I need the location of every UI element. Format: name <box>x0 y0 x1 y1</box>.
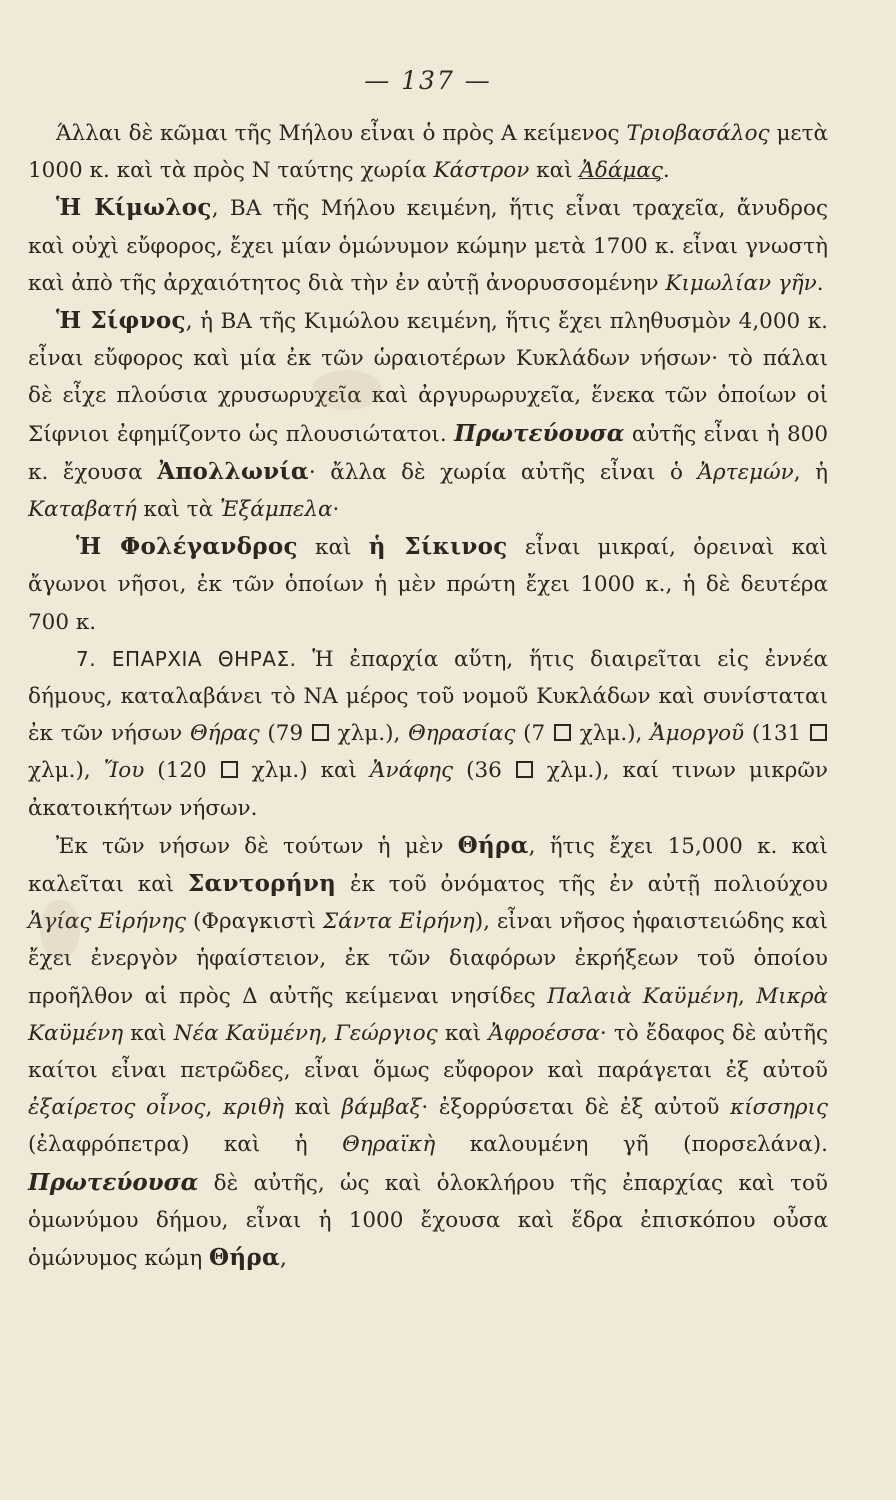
text-run: χλμ.), <box>329 721 409 747</box>
square-unit-icon <box>221 761 238 778</box>
product-name: ἐξαίρετος οἶνος <box>28 1095 206 1121</box>
term: Σάντα Εἰρήνη <box>322 909 475 935</box>
text-run: (Φραγκιστὶ <box>186 909 323 935</box>
term: Ἁγίας Εἰρήνης <box>28 909 187 935</box>
text-run: εἶναι μικραί, ὀρειναὶ καὶ ἄγωνοι νῆσοι, ἐκ τῶν ὁποίων ἡ μὲν πρώτη ἔχει 1000 κ., ἡ δὲ δευτέρα 700 κ. <box>28 535 828 635</box>
capital-name: Θήρα <box>209 1244 280 1272</box>
paragraph-folegandros-sikinos <box>28 528 828 641</box>
text-run: (36 <box>453 758 515 784</box>
paragraph-milos-villages <box>28 115 828 189</box>
term: Κιμωλίαν γῆν <box>665 270 817 296</box>
island-heading: Ἡ Φολέγανδρος <box>76 533 298 561</box>
square-unit-icon <box>312 724 329 741</box>
island-heading: Σαντορήνη <box>188 870 337 898</box>
text-run: · ἐξορρύσεται δὲ ἐξ αὐτοῦ <box>421 1095 731 1121</box>
text-run: Άλλαι δὲ κῶμαι τῆς Μήλου εἶναι ὁ πρὸς Α κείμενος <box>56 121 627 146</box>
text-run: μετὰ 1000 κ. καὶ τὰ πρὸς Ν ταύτης χωρία <box>28 121 828 184</box>
text-run: (131 <box>744 721 810 747</box>
place-name: Τριοβασάλος <box>626 121 770 146</box>
place-name: Κάστρον <box>433 158 530 184</box>
body-text <box>28 115 828 1277</box>
text-run: Ἐκ τῶν νήσων δὲ τούτων ἡ μὲν <box>56 833 458 859</box>
text-run: · <box>332 497 340 523</box>
place-name: Καταβατή <box>28 497 137 523</box>
text-run: καὶ <box>123 1020 174 1046</box>
island-name: Θήρας <box>189 721 260 747</box>
place-name: Ἀφροέσσα <box>488 1020 600 1046</box>
text-run: Ἡ ἐπαρχία αὕτη, ἥτις διαιρεῖται εἰς ἐννέα δήμους, καταλαβάνει τὸ ΝΑ μέρος τοῦ νομοῦ Κυκλάδων καὶ συνίσταται ἐκ τῶν νήσων <box>28 646 828 747</box>
capital-name: Ἀπολλωνία <box>157 457 309 485</box>
text-run: καὶ <box>297 535 369 561</box>
text-run: χλμ.) καὶ <box>238 758 370 784</box>
text-run: χλμ.), <box>571 721 651 747</box>
paragraph-thira-province <box>28 641 828 827</box>
text-run: . <box>662 158 670 184</box>
text-run: χλμ.), <box>28 758 104 784</box>
text-run: καὶ <box>437 1020 489 1046</box>
section-heading: 7. ΕΠΑΡΧΙΑ ΘΗΡΑΣ. <box>76 646 297 671</box>
island-heading: ἡ Σίκινος <box>368 533 508 561</box>
place-name: Γεώργιος <box>334 1020 438 1046</box>
text-run: , <box>738 983 757 1009</box>
text-run: , ΒΑ τῆς Μήλου κειμένη, ἥτις εἶναι τραχεῖα, ἄνυδρος καὶ οὐχὶ εὔφορος, ἔχει μίαν ὁμώνυμον κώμην μετὰ 1700 κ. εἶναι γνωστὴ καὶ ἀπὸ τῆς ἀρχαιότητος διὰ τὴν ἐν αὐτῇ ἀνορυσσομένην <box>28 196 828 296</box>
island-name: Θηρασίας <box>408 721 516 747</box>
text-run: ἐκ τοῦ ὀνόματος τῆς ἐν αὐτῇ πολιούχου <box>336 872 828 898</box>
page-number: — 137 — <box>364 66 492 95</box>
text-run: . <box>816 270 824 296</box>
square-unit-icon <box>554 724 571 741</box>
capital-label: Πρωτεύουσα <box>28 1168 199 1196</box>
place-name: Ἀδάμας <box>579 158 663 184</box>
product-name: κριθὴ <box>222 1095 284 1121</box>
product-name: κίσσηρις <box>730 1095 828 1121</box>
text-run: (120 <box>144 758 220 784</box>
text-run: (ἐλαφρόπετρα) καὶ ἡ <box>28 1132 343 1158</box>
place-name: Ἀρτεμών <box>697 459 794 485</box>
text-run: , ἥτις ἔχει 15,000 κ. καὶ καλεῖται καὶ <box>28 833 828 898</box>
text-run: , <box>205 1095 223 1121</box>
text-run: καὶ τὰ <box>136 497 221 523</box>
paragraph-thira-island <box>28 827 828 1277</box>
place-name: Μικρὰ Καϋμένη <box>28 983 828 1046</box>
place-name: Νέα Καϋμένη <box>173 1020 321 1046</box>
island-heading: Ἡ Σίφνος <box>56 307 186 335</box>
square-unit-icon <box>516 761 533 778</box>
text-run: , ἡ ΒΑ τῆς Κιμώλου κειμένη, ἥτις ἔχει πληθυσμὸν 4,000 κ. εἶναι εὔφορος καὶ μία ἐκ τῶν ὡραιοτέρων Κυκλάδων νήσων· τὸ πάλαι δὲ εἶχε πλούσια χρυσωρυχεῖα καὶ ἀργυρωρυχεῖα, ἕνεκα τῶν ὁποίων οἱ Σίφνιοι ἐφημίζοντο ὡς πλουσιώτατοι. <box>28 309 828 447</box>
text-run: καλουμένη γῆ (πορσελάνα). <box>435 1132 828 1158</box>
place-name: Παλαιὰ Καϋμένη <box>547 983 739 1009</box>
place-name: Ἐξάμπελα <box>220 497 333 523</box>
island-heading: Ἡ Κίμωλος <box>56 194 212 222</box>
text-run: , <box>320 1020 335 1046</box>
text-run: , <box>280 1246 287 1272</box>
text-run: ), εἶναι νῆσος ἡφαιστειώδης καὶ ἔχει ἐνεργὸν ἡφαίστειον, ἐκ τῶν διαφόρων ἐκρήξεων τοῦ ὁποίου προῆλθον αἱ πρὸς Δ αὐτῆς κείμεναι νησίδες <box>28 909 828 1009</box>
text-run: αὐτῆς εἶναι ἡ 800 κ. ἔχουσα <box>28 421 828 485</box>
text-run: δὲ αὐτῆς, ὡς καὶ ὁλοκλήρου τῆς ἐπαρχίας καὶ τοῦ ὁμωνύμου δήμου, εἶναι ἡ 1000 ἔχουσα καὶ ἕδρα ἐπισκόπου οὖσα ὁμώνυμος κώμη <box>28 1170 828 1272</box>
paragraph-sifnos <box>28 302 828 528</box>
text-run: (79 <box>259 721 311 747</box>
island-name: Ἀμοργοῦ <box>650 721 745 747</box>
text-run: · τὸ ἔδαφος δὲ αὐτῆς καίτοι εἶναι πετρῶδες, εἶναι ὅμως εὔφορον καὶ παράγεται ἐξ αὐτοῦ <box>28 1020 828 1084</box>
island-name: Ἴου <box>103 758 145 784</box>
text-run: , ἡ <box>793 459 829 485</box>
text-run: · ἄλλα δὲ χωρία αὐτῆς εἶναι ὁ <box>308 459 698 485</box>
island-heading: Θήρα <box>457 831 529 859</box>
text-run: καὶ <box>283 1095 342 1121</box>
capital-label: Πρωτεύουσα <box>454 419 625 447</box>
paragraph-kimolos <box>28 189 828 302</box>
text-run: (7 <box>515 721 553 747</box>
square-unit-icon <box>810 724 827 741</box>
island-name: Ἀνάφης <box>370 758 454 784</box>
text-run: καὶ <box>529 158 580 184</box>
product-name: Θηραϊκὴ <box>342 1132 436 1158</box>
text-run: χλμ.), καί τινων μικρῶν ἀκατοικήτων νήσων. <box>28 758 828 821</box>
product-name: βάμβαξ <box>341 1095 422 1121</box>
